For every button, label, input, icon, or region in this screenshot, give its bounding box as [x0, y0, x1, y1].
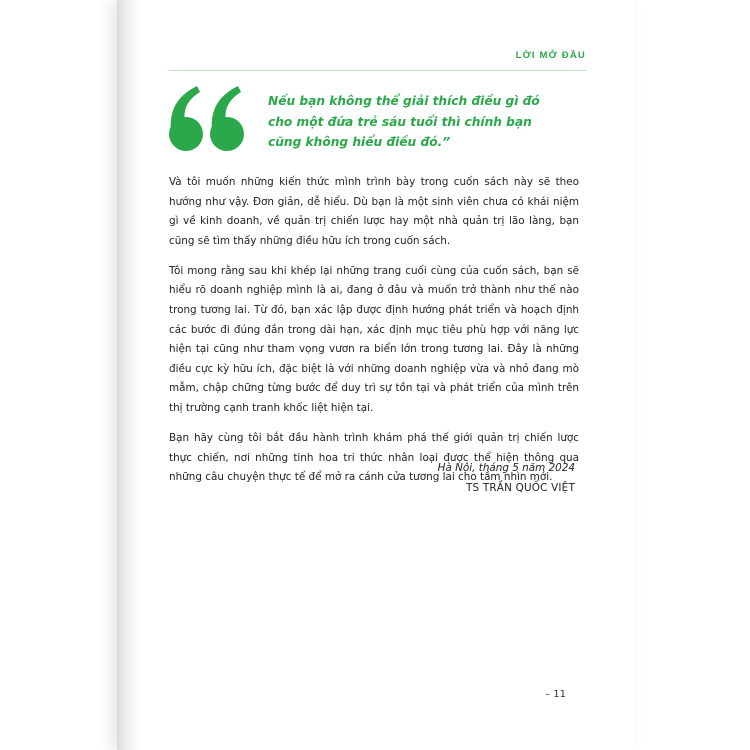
- paragraph-2: Tôi mong rằng sau khi khép lại những trang cuối cùng của cuốn sách, bạn sẽ hiểu rõ doanh nghiệp mình là ai, đang ở đâu và muốn trở thành như thế nào trong tương lai. Từ đó, bạn xác lập được định hướng phát triển và hoạch định các bước đi đúng đắn trong dài hạn, xác định mục tiêu phù hợp với năng lực hiện tại cũng như tham vọng vươn ra biển lớn trong tương lai. Đây là những điều cực kỳ hữu ích, đặc biệt là với những doanh nghiệp vừa và nhỏ đang mò mẫm, chập chững từng bước để duy trì sự tồn tại và phát triển của mình trên thị trường cạnh tranh khốc liệt hiện tại.: [169, 264, 579, 415]
- page-number: – 11: [545, 689, 566, 700]
- signature-author: TS TRẦN QUỐC VIỆT: [465, 481, 575, 494]
- signature-place-date: Hà Nội, tháng 5 năm 2024: [437, 462, 575, 474]
- book-page: [117, 0, 635, 750]
- section-header: LỜI MỞ ĐẦU: [515, 50, 586, 61]
- epigraph-quote: Nếu bạn không thể giải thích điều gì đó cho một đứa trẻ sáu tuổi thì chính bạn cũng không hiểu điều đó.”: [268, 94, 540, 149]
- paragraph-3: Bạn hãy cùng tôi bắt đầu hành trình khám phá thế giới quản trị chiến lược thực chiến, nơi những tinh hoa tri thức nhân loại được thể hiện thông qua những câu chuyện thực tế để mở ra cánh cửa tương lai cho tầm nhìn mới.: [169, 432, 579, 484]
- double-quote-icon: [167, 70, 249, 160]
- body-text: [169, 173, 579, 498]
- signature-block: [438, 459, 575, 498]
- paragraph-1: Và tôi muốn những kiến thức mình trình bày trong cuốn sách này sẽ theo hướng như vậy. Đơn giản, dễ hiểu. Dù bạn là một sinh viên chưa có khái niệm gì về kinh doanh, về quản trị chiến lược hay một nhà quản trị lão làng, bạn cũng sẽ tìm thấy những điều hữu ích trong cuốn sách.: [169, 176, 579, 247]
- page-gutter-shadow: [117, 0, 139, 750]
